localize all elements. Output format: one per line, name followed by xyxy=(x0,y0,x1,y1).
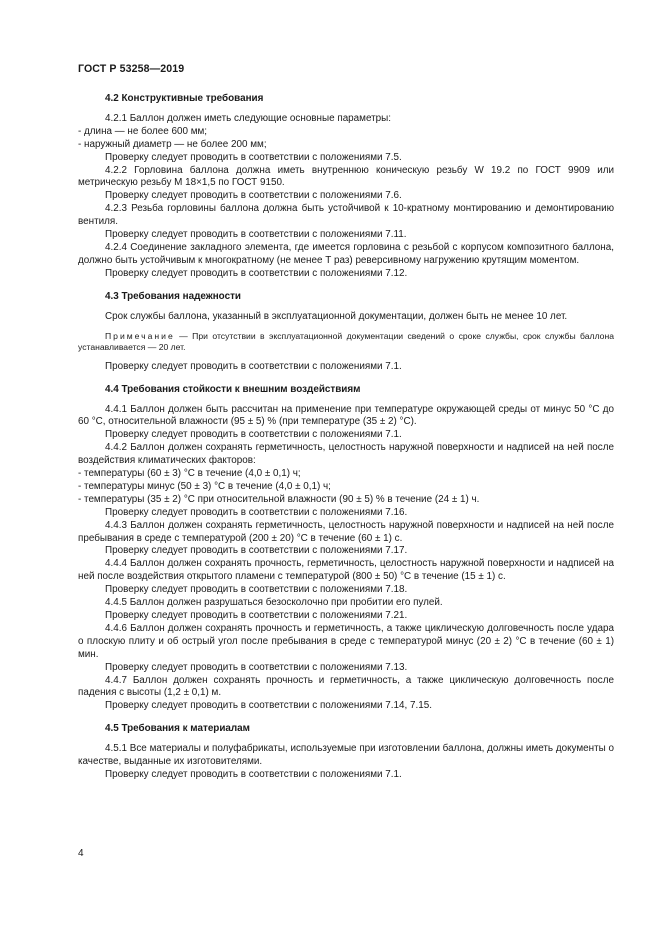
check-reference: Проверку следует проводить в соответствии с положениями 7.5. xyxy=(105,151,402,163)
list-item: - температуры (35 ± 2) °С при относительной влажности (90 ± 5) % в течение (24 ± 1) ч. xyxy=(78,493,480,505)
check-reference: Проверку следует проводить в соответствии с положениями 7.17. xyxy=(105,545,408,557)
paragraph: 4.4.4 Баллон должен сохранять прочность, герметичность, целостность наружной поверхности и надписей на ней после воздействия открытого пламени с температурой (800 ± 50) °С в течение (15 ± 1) с. xyxy=(78,558,614,583)
check-reference: Проверку следует проводить в соответствии с положениями 7.18. xyxy=(105,584,408,596)
list-item: - наружный диаметр — не более 200 мм; xyxy=(78,138,267,150)
check-reference: Проверку следует проводить в соответствии с положениями 7.21. xyxy=(105,610,408,621)
document-header: ГОСТ Р 53258—2019 xyxy=(78,63,185,75)
paragraph: 4.4.3 Баллон должен сохранять герметичность, целостность наружной поверхности и надписей на ней после пребывания в среде с температурой (200 ± 20) °С в течение (60 ± 1) с. xyxy=(78,519,614,544)
check-reference: Проверку следует проводить в соответствии с положениями 7.1. xyxy=(105,360,402,372)
paragraph: 4.4.1 Баллон должен быть рассчитан на применение при температуре окружающей среды от минус 50 °С до 60 °С, относительной влажности (95 ± 5) % (при температуре (35 ± 2) °С). xyxy=(78,403,614,428)
list-item: - длина — не более 600 мм; xyxy=(78,125,208,137)
check-reference: Проверку следует проводить в соответствии с положениями 7.16. xyxy=(105,506,408,518)
section-heading: 4.3 Требования надежности xyxy=(105,290,241,302)
section-heading: 4.5 Требования к материалам xyxy=(105,723,250,735)
section-heading: 4.4 Требования стойкости к внешним воздействиям xyxy=(105,383,361,395)
page-number: 4 xyxy=(78,848,84,859)
document-body xyxy=(78,93,614,782)
list-item: - температуры минус (50 ± 3) °С в течение (4,0 ± 0,1) ч; xyxy=(78,480,331,492)
section-heading: 4.2 Конструктивные требования xyxy=(105,93,264,104)
paragraph: Срок службы баллона, указанный в эксплуатационной документации, должен быть не менее 10 лет. xyxy=(105,310,568,322)
note-label: Примечание xyxy=(105,330,175,341)
paragraph: 4.4.5 Баллон должен разрушаться безосколочно при пробитии его пулей. xyxy=(105,597,443,609)
list-item: - температуры (60 ± 3) °С в течение (4,0 ± 0,1) ч; xyxy=(78,468,301,480)
note-text: — При отсутствии в эксплуатационной документации сведений о сроке службы, срок службы баллона устанавливается — 20 лет. xyxy=(78,330,614,353)
paragraph: 4.2.4 Соединение закладного элемента, где имеется горловина с резьбой с корпусом композитного баллона, должно быть устойчивым к многократному (не менее Т раз) реверсивному нагружению крутящим моментом. xyxy=(78,241,614,266)
check-reference: Проверку следует проводить в соответствии с положениями 7.1. xyxy=(105,429,402,441)
paragraph: 4.4.7 Баллон должен сохранять прочность и герметичность, а также циклическую долговечность после падения с высоты (1,2 ± 0,1) м. xyxy=(78,674,614,699)
check-reference: Проверку следует проводить в соответствии с положениями 7.14, 7.15. xyxy=(105,700,432,712)
paragraph: 4.2.3 Резьба горловины баллона должна быть устойчивой к 10-кратному монтированию и демонтированию вентиля. xyxy=(78,203,614,228)
paragraph: 4.4.6 Баллон должен сохранять прочность и герметичность, а также циклическую долговечность после удара о плоскую плиту и об острый угол после пребывания в среде с температурой минус (20 ± 2) °С в течение (60 ± 1) мин. xyxy=(78,622,614,660)
paragraph: 4.5.1 Все материалы и полуфабрикаты, используемые при изготовлении баллона, должны иметь документы о качестве, выданные их изготовителями. xyxy=(78,743,614,768)
check-reference: Проверку следует проводить в соответствии с положениями 7.13. xyxy=(105,661,408,673)
check-reference: Проверку следует проводить в соответствии с положениями 7.12. xyxy=(105,267,408,279)
paragraph: 4.2.1 Баллон должен иметь следующие основные параметры: xyxy=(105,112,391,124)
check-reference: Проверку следует проводить в соответствии с положениями 7.6. xyxy=(105,190,402,202)
check-reference: Проверку следует проводить в соответствии с положениями 7.1. xyxy=(105,768,402,780)
paragraph: 4.2.2 Горловина баллона должна иметь внутреннюю коническую резьбу W 19.2 по ГОСТ 9909 или метрическую резьбу М 18×1,5 по ГОСТ 9150. xyxy=(78,164,614,189)
note xyxy=(78,331,614,354)
check-reference: Проверку следует проводить в соответствии с положениями 7.11. xyxy=(105,229,407,241)
paragraph: 4.4.2 Баллон должен сохранять герметичность, целостность наружной поверхности и надписей на ней после воздействия климатических факторов: xyxy=(78,442,614,467)
